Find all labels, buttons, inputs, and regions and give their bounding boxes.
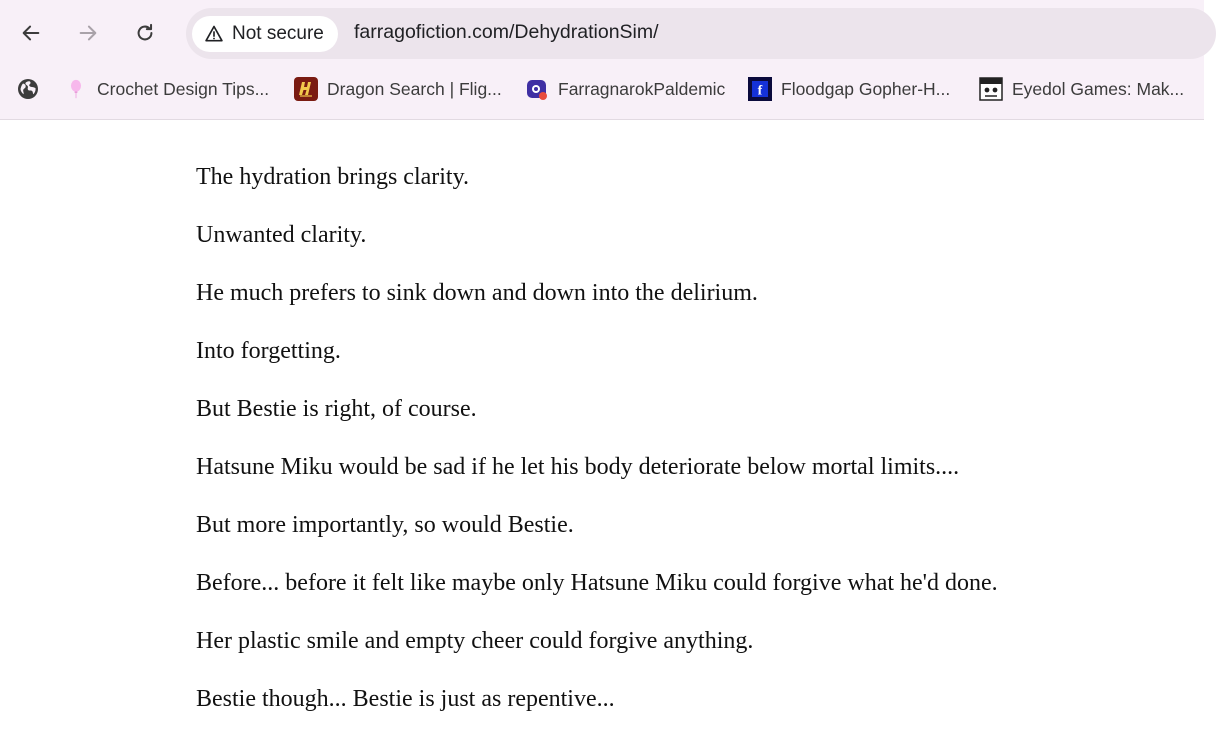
story-line: But more importantly, so would Bestie. bbox=[196, 512, 574, 538]
bookmark-item[interactable] bbox=[748, 75, 950, 103]
bookmark-label: FarragnarokPaldemic bbox=[558, 78, 726, 99]
story-line: But Bestie is right, of course. bbox=[196, 396, 477, 422]
story-line: Before... before it felt like maybe only Hatsune Miku could forgive what he'd done. bbox=[196, 570, 998, 596]
globe-icon[interactable] bbox=[16, 77, 40, 101]
bookmark-label: Crochet Design Tips... bbox=[97, 78, 270, 99]
story-text bbox=[196, 162, 1186, 742]
bookmark-label: Eyedol Games: Mak... bbox=[1012, 78, 1185, 99]
arrow-left-icon bbox=[20, 22, 42, 44]
bookmark-item[interactable] bbox=[525, 75, 725, 103]
story-line: The hydration brings clarity. bbox=[196, 164, 470, 190]
security-label: Not secure bbox=[232, 23, 324, 44]
story-line: Into forgetting. bbox=[196, 338, 341, 364]
story-line: Her plastic smile and empty cheer could forgive anything. bbox=[196, 628, 754, 654]
bookmark-item[interactable] bbox=[64, 75, 269, 103]
eyedol-icon bbox=[979, 77, 1003, 101]
reload-button[interactable] bbox=[128, 16, 162, 50]
story-line: He much prefers to sink down and down into the delirium. bbox=[196, 280, 758, 306]
browser-chrome bbox=[0, 0, 1204, 120]
floodgap-icon bbox=[748, 77, 772, 101]
story-line: Unwanted clarity. bbox=[196, 222, 367, 248]
url-text[interactable]: farragofiction.com/DehydrationSim/ bbox=[354, 21, 659, 43]
warning-icon bbox=[204, 24, 224, 44]
security-chip[interactable] bbox=[192, 16, 338, 52]
reload-icon bbox=[134, 22, 156, 44]
farragnarok-icon bbox=[525, 77, 549, 101]
bookmark-item[interactable] bbox=[294, 75, 502, 103]
forward-button[interactable] bbox=[71, 16, 105, 50]
page-content bbox=[0, 121, 1204, 712]
arrow-right-icon bbox=[77, 22, 99, 44]
browser-toolbar bbox=[0, 0, 1204, 66]
svg-text:f: f bbox=[757, 83, 763, 99]
bookmark-item[interactable] bbox=[979, 75, 1184, 103]
story-line: Hatsune Miku would be sad if he let his body deteriorate below mortal limits.... bbox=[196, 454, 960, 480]
bookmarks-bar bbox=[0, 70, 1204, 108]
bookmark-label: Dragon Search | Flig... bbox=[327, 78, 502, 99]
pink-balloon-icon bbox=[64, 77, 88, 101]
back-button[interactable] bbox=[14, 16, 48, 50]
bookmark-label: Floodgap Gopher-H... bbox=[781, 78, 951, 99]
dragon-search-icon bbox=[294, 77, 318, 101]
story-line: Bestie though... Bestie is just as repentive... bbox=[196, 686, 615, 712]
address-bar[interactable] bbox=[186, 8, 1216, 59]
